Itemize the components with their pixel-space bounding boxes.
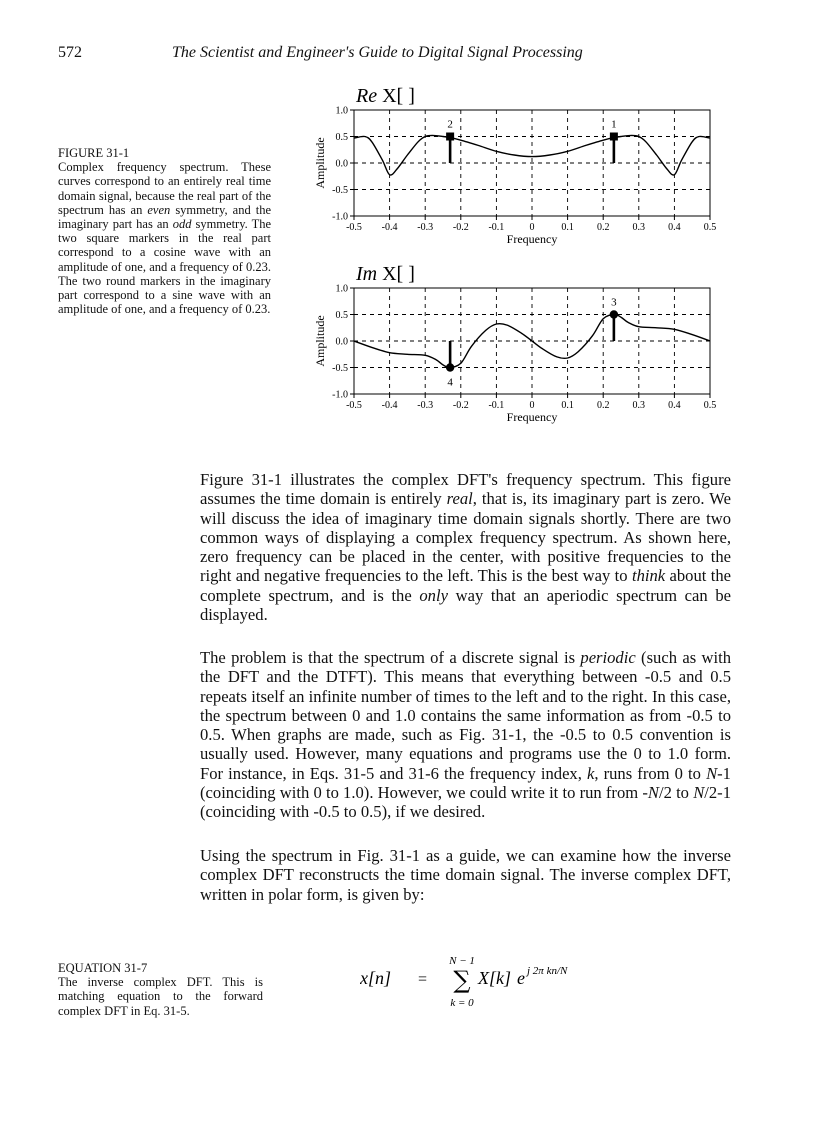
x-tick-label: 0.2 xyxy=(596,400,610,411)
text-run: /2-1 (coinciding with -0.5 to 0.5), if we desired. xyxy=(200,783,731,822)
chart-title xyxy=(355,263,415,285)
sum-upper-limit: N − 1 xyxy=(449,955,475,967)
text-run: /2 to xyxy=(658,783,694,803)
marker-label: 1 xyxy=(611,118,617,131)
text-run: The problem is that the spectrum of a discrete signal is xyxy=(200,648,581,667)
equation-caption-text: The inverse complex DFT. This is matching equation to the forward complex DFT in Eq. 31-5. xyxy=(58,975,263,1018)
text-run-italic: N xyxy=(647,783,659,803)
text-run-italic: real xyxy=(446,489,473,509)
x-tick-label: -0.3 xyxy=(417,400,434,411)
y-tick-label: -0.5 xyxy=(332,363,348,374)
text-run-italic: k xyxy=(586,763,595,783)
sum-symbol: ∑ xyxy=(453,966,471,994)
x-tick-label: -0.3 xyxy=(417,222,434,233)
x-tick-label: 0.5 xyxy=(703,400,717,411)
equation-caption-label: EQUATION 31-7 xyxy=(58,961,148,975)
text-run-italic: only xyxy=(419,585,448,605)
chart-title-italic: Im xyxy=(356,263,378,285)
equation-exp-base: e xyxy=(517,968,525,988)
x-tick-label: 0.4 xyxy=(668,400,681,411)
x-tick-label: -0.4 xyxy=(381,400,398,411)
marker-square xyxy=(610,133,618,141)
y-tick-label: -1.0 xyxy=(332,389,348,401)
marker-circle xyxy=(446,363,454,371)
running-title: The Scientist and Engineer's Guide to Digital Signal Processing xyxy=(172,44,583,61)
figure-caption-text: symmetry. The two square markers in the real part correspond to a cosine wave with an amplitude of one, and a frequency of 0.23. The two round markers in the imaginary part correspond to a sine wave with an amplitude of one, and a frequency of 0.23. xyxy=(58,217,272,317)
marker-square xyxy=(446,133,454,141)
figure-caption-odd: odd xyxy=(172,217,192,232)
marker-label: 3 xyxy=(611,296,617,309)
y-axis-label: Amplitude xyxy=(313,315,327,367)
y-tick-label: 0.0 xyxy=(335,158,348,170)
x-tick-label: 0 xyxy=(529,400,535,411)
figure-caption-label: FIGURE 31-1 xyxy=(58,146,130,160)
figure-caption xyxy=(58,146,271,316)
x-tick-label: 0.1 xyxy=(561,400,574,411)
text-run-italic: think xyxy=(631,566,666,586)
x-tick-label: 0.4 xyxy=(668,222,681,233)
paragraph-3: Using the spectrum in Fig. 31-1 as a guide, we can examine how the inverse complex DFT reconstructs the time domain signal. The inverse complex DFT, written in polar form, is given by: xyxy=(200,846,731,904)
chart-title-rest: X[ ] xyxy=(377,85,415,107)
text-run: (such as with the DFT and the DTFT). This means that everything between -0.5 and 0.5 repeats itself an infinite number of times to the left and to the right. In this case, the spectrum between 0 and 1.0 contains the same information as from -0.5 to 0.5. When graphs are made, such as Fig. 31-1, the -0.5 to 0.5 convention is usually used. However, many equations and programs use the 0 to 1.0 form. For instance, in Eqs. 31-5 and 31-6 the frequency index, xyxy=(200,648,731,783)
text-run: way that an aperiodic spectrum can be displayed. xyxy=(200,585,731,625)
y-axis-label: Amplitude xyxy=(313,137,327,189)
x-tick-label: -0.5 xyxy=(346,400,362,411)
marker-circle xyxy=(610,310,618,318)
x-axis-label: Frequency xyxy=(506,410,558,424)
y-tick-label: 0.5 xyxy=(335,132,348,143)
equation-term: X[k] xyxy=(478,968,511,988)
chart-1 xyxy=(313,85,716,246)
spectrum-figure xyxy=(300,80,730,435)
x-tick-label: -0.2 xyxy=(452,222,469,233)
text-run-italic: N xyxy=(706,763,718,783)
figure-caption-text: symmetry, and the imaginary part has an xyxy=(58,202,271,232)
chart-title-rest: X[ ] xyxy=(377,263,415,285)
x-axis-label: Frequency xyxy=(506,232,558,246)
marker-label: 4 xyxy=(447,376,453,389)
text-run: , runs from 0 to xyxy=(594,763,707,783)
x-tick-label: -0.1 xyxy=(488,222,505,233)
page-number: 572 xyxy=(58,44,82,61)
y-tick-label: 1.0 xyxy=(335,283,348,295)
sum-lower-limit: k = 0 xyxy=(450,997,474,1009)
text-run: -1 (coinciding with 0 to 1.0). However, we could write it to run from - xyxy=(200,763,731,803)
x-tick-label: 0.5 xyxy=(703,222,717,233)
text-run-italic: N xyxy=(693,783,705,803)
figure-caption-even: even xyxy=(147,202,171,217)
marker-label: 2 xyxy=(447,118,453,131)
y-tick-label: -0.5 xyxy=(332,185,348,196)
text-run-italic: periodic xyxy=(580,648,636,667)
x-tick-label: -0.1 xyxy=(488,400,505,411)
text-run: Figure 31-1 illustrates the complex DFT's frequency spectrum. This figure assumes the time domain is entirely xyxy=(200,470,731,509)
text-run: , that is, its imaginary part is zero. We will discuss the idea of imaginary time domain signals shortly. There are two common ways of displaying a complex frequency spectrum. As shown here, zero frequency can be placed in the center, with positive frequencies to the right and negative frequencies to the left. This is the best way to xyxy=(200,489,731,586)
y-tick-label: 0.0 xyxy=(335,336,348,348)
equation-caption xyxy=(58,961,263,1018)
paragraph-2 xyxy=(200,648,731,822)
y-tick-label: 0.5 xyxy=(335,310,348,321)
text-run: about the complete spectrum, and is the xyxy=(200,566,732,605)
x-tick-label: 0.2 xyxy=(596,222,610,233)
chart-title xyxy=(355,85,415,107)
x-tick-label: 0.3 xyxy=(632,222,646,233)
x-tick-label: 0.3 xyxy=(632,400,646,411)
equation-31-7 xyxy=(360,950,600,1020)
x-tick-label: 0 xyxy=(529,222,535,233)
page-header xyxy=(58,42,758,66)
figure-caption-text: Complex frequency spectrum. These curves correspond to an entirely real time domain signal, because the real part of the spectrum has an xyxy=(58,160,271,217)
equation-exponent: j 2π kn/N xyxy=(527,965,568,977)
x-tick-label: -0.5 xyxy=(346,222,362,233)
x-tick-label: -0.2 xyxy=(452,400,469,411)
x-tick-label: 0.1 xyxy=(561,222,574,233)
chart-2 xyxy=(313,263,716,424)
equation-equals: = xyxy=(418,971,428,988)
paragraph-1 xyxy=(200,470,731,624)
y-tick-label: 1.0 xyxy=(335,105,348,117)
chart-title-italic: Re xyxy=(356,85,378,107)
y-tick-label: -1.0 xyxy=(332,211,348,223)
equation-lhs: x[n] xyxy=(360,968,391,988)
x-tick-label: -0.4 xyxy=(381,222,398,233)
